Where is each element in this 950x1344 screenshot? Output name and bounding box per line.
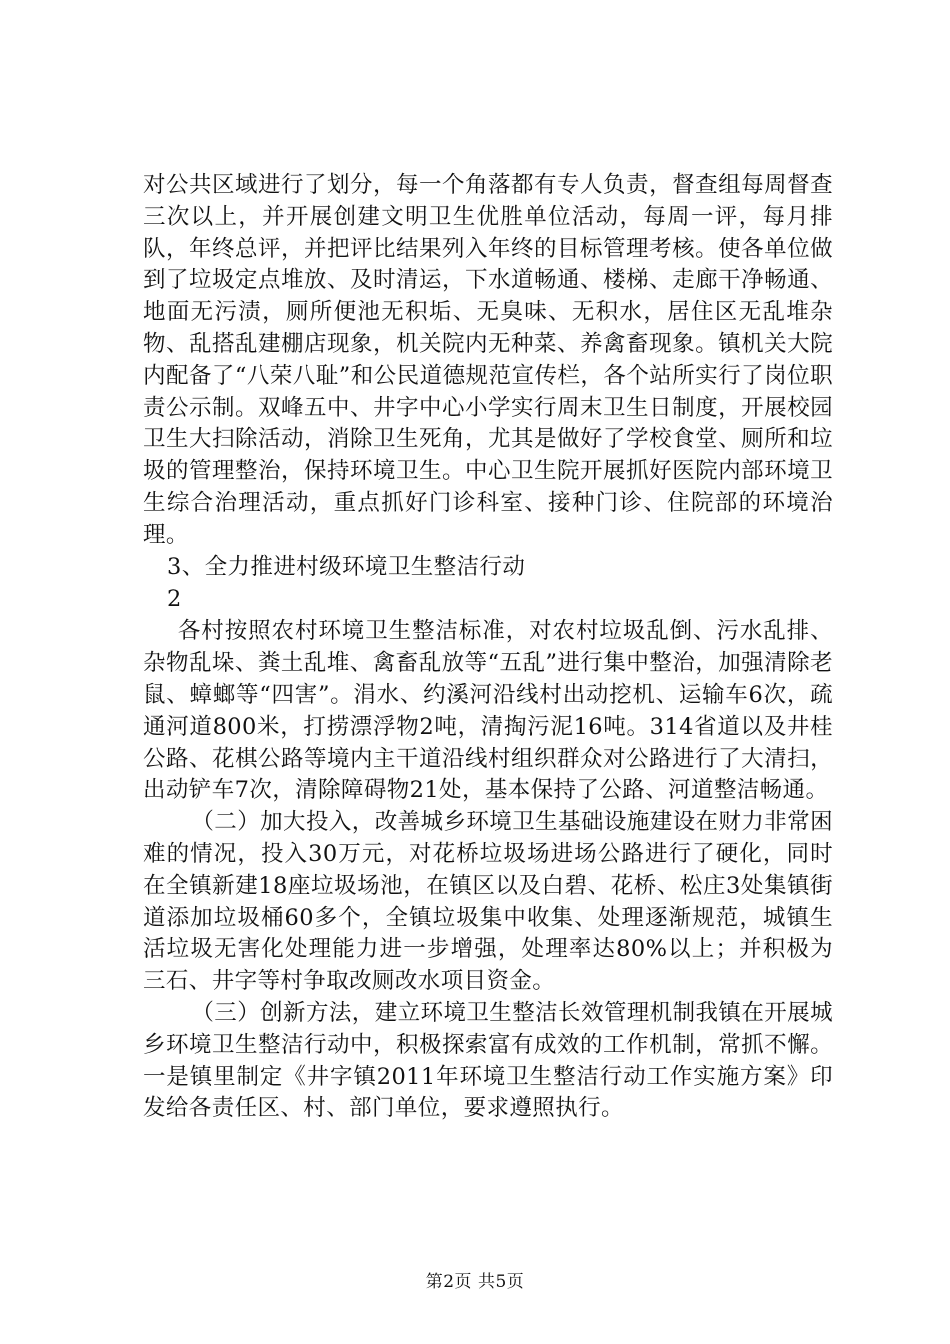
- document-body: [143, 170, 833, 1125]
- section-heading-village: 3、全力推进村级环境卫生整洁行动: [167, 553, 526, 580]
- paragraph-mechanism: （三）创新方法，建立环境卫生整洁长效管理机制我镇在开展城乡环境卫生整洁行动中，积极探索富有成效的工作机制，常抓不懈。一是镇里制定《井字镇2011年环境卫生整洁行动工作实施方案》印发给各责任区、村、部门单位，要求遵照执行。: [143, 999, 833, 1122]
- inline-page-number: 2: [167, 586, 182, 613]
- page-footer: 第2页 共5页: [425, 1272, 525, 1292]
- paragraph-village-cleanup: 各村按照农村环境卫生整洁标准，对农村垃圾乱倒、污水乱排、杂物乱垛、粪土乱堆、禽畜乱放等“五乱”进行集中整治，加强清除老鼠、蟑螂等“四害”。涓水、约溪河沿线村出动挖机、运输车6次，疏通河道800米，打捞漂浮物2吨，清掏污泥16吨。314省道以及井桂公路、花棋公路等境内主干道沿线村组织群众对公路进行了大清扫，出动铲车7次，清除障碍物21处，基本保持了公路、河道整洁畅通。: [143, 618, 833, 804]
- paragraph-public-area: 对公共区域进行了划分，每一个角落都有专人负责，督查组每周督查三次以上，并开展创建文明卫生优胜单位活动，每周一评，每月排队，年终总评，并把评比结果列入年终的目标管理考核。使各单位做到了垃圾定点堆放、及时清运，下水道畅通、楼梯、走廊干净畅通、地面无污渍，厕所便池无积垢、无臭味、无积水，居住区无乱堆杂物、乱搭乱建棚店现象，机关院内无种菜、养禽畜现象。镇机关大院内配备了“八荣八耻”和公民道德规范宣传栏，各个站所实行了岗位职责公示制。双峰五中、井字中心小学实行周末卫生日制度，开展校园卫生大扫除活动，消除卫生死角，尤其是做好了学校食堂、厕所和垃圾的管理整治，保持环境卫生。中心卫生院开展抓好医院内部环境卫生综合治理活动，重点抓好门诊科室、接种门诊、住院部的环境治理。: [143, 172, 833, 548]
- paragraph-investment: （二）加大投入，改善城乡环境卫生基础设施建设在财力非常困难的情况，投入30万元，对花桥垃圾场进场公路进行了硬化，同时在全镇新建18座垃圾场池，在镇区以及白碧、花桥、松庄3处集镇街道添加垃圾桶60多个，全镇垃圾集中收集、处理逐渐规范，城镇生活垃圾无害化处理能力进一步增强，处理率达80%以上；并积极为三石、井字等村争取改厕改水项目资金。: [143, 809, 833, 995]
